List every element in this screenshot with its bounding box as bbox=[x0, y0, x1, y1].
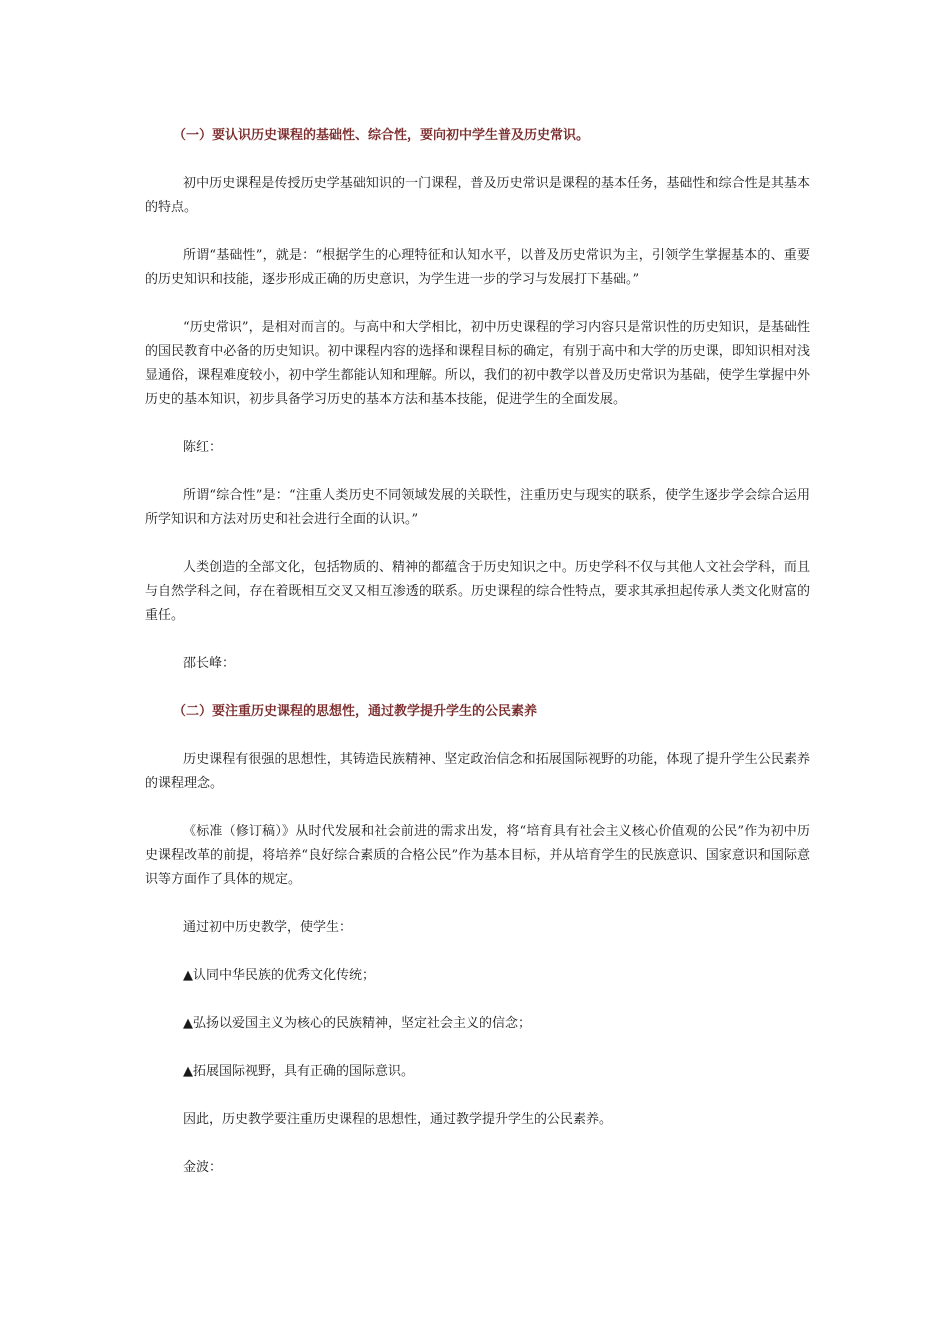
speaker-jin-bo: 金波： bbox=[183, 1160, 223, 1175]
section-1-paragraph-5: 人类创造的全部文化，包括物质的、精神的都蕴含于历史知识之中。历史学科不仅与其他人文社会学科，而且与自然学科之间，存在着既相互交叉又相互渗透的联系。历史课程的综合性特点，要求其承担起传承人类文化财富的重任。 bbox=[145, 560, 810, 623]
section-2-paragraph-2: 《标准（修订稿）》从时代发展和社会前进的需求出发，将“培育具有社会主义核心价值观的公民”作为初中历史课程改革的前提，将培养“良好综合素质的合格公民”作为基本目标，并从培育学生的民族意识、国家意识和国际意识等方面作了具体的规定。 bbox=[145, 824, 810, 887]
speaker-chen-hong: 陈红： bbox=[183, 440, 223, 455]
bullet-item: ▲认同中华民族的优秀文化传统； bbox=[183, 968, 375, 983]
section-1-paragraph-2: 所谓“基础性”，就是：“根据学生的心理特征和认知水平，以普及历史常识为主，引领学生掌握基本的、重要的历史知识和技能，逐步形成正确的历史意识，为学生进一步的学习与发展打下基础。” bbox=[145, 248, 810, 287]
section-2-paragraph-3: 通过初中历史教学，使学生： bbox=[183, 920, 353, 935]
bullet-item: ▲拓展国际视野，具有正确的国际意识。 bbox=[183, 1064, 414, 1079]
document-body bbox=[145, 124, 810, 1204]
section-1-paragraph-4: 所谓“综合性”是：“注重人类历史不同领域发展的关联性，注重历史与现实的联系，使学生逐步学会综合运用所学知识和方法对历史和社会进行全面的认识。” bbox=[145, 488, 810, 527]
section-2-paragraph-1: 历史课程有很强的思想性，其铸造民族精神、坚定政治信念和拓展国际视野的功能，体现了提升学生公民素养的课程理念。 bbox=[145, 752, 810, 791]
section-2-heading: （二）要注重历史课程的思想性，通过教学提升学生的公民素养 bbox=[173, 704, 538, 719]
section-1-heading: （一）要认识历史课程的基础性、综合性，要向初中学生普及历史常识。 bbox=[173, 128, 590, 143]
section-2-paragraph-4: 因此，历史教学要注重历史课程的思想性，通过教学提升学生的公民素养。 bbox=[183, 1112, 613, 1127]
section-1-paragraph-1: 初中历史课程是传授历史学基础知识的一门课程，普及历史常识是课程的基本任务，基础性和综合性是其基本的特点。 bbox=[145, 176, 810, 215]
bullet-item: ▲弘扬以爱国主义为核心的民族精神，坚定社会主义的信念； bbox=[183, 1016, 531, 1031]
speaker-shao-changfeng: 邵长峰： bbox=[183, 656, 236, 671]
section-1-paragraph-3: “历史常识”，是相对而言的。与高中和大学相比，初中历史课程的学习内容只是常识性的历史知识，是基础性的国民教育中必备的历史知识。初中课程内容的选择和课程目标的确定，有别于高中和大学的历史课，即知识相对浅显通俗，课程难度较小，初中学生都能认知和理解。所以，我们的初中教学以普及历史常识为基础，使学生掌握中外历史的基本知识，初步具备学习历史的基本方法和基本技能，促进学生的全面发展。 bbox=[145, 320, 810, 407]
